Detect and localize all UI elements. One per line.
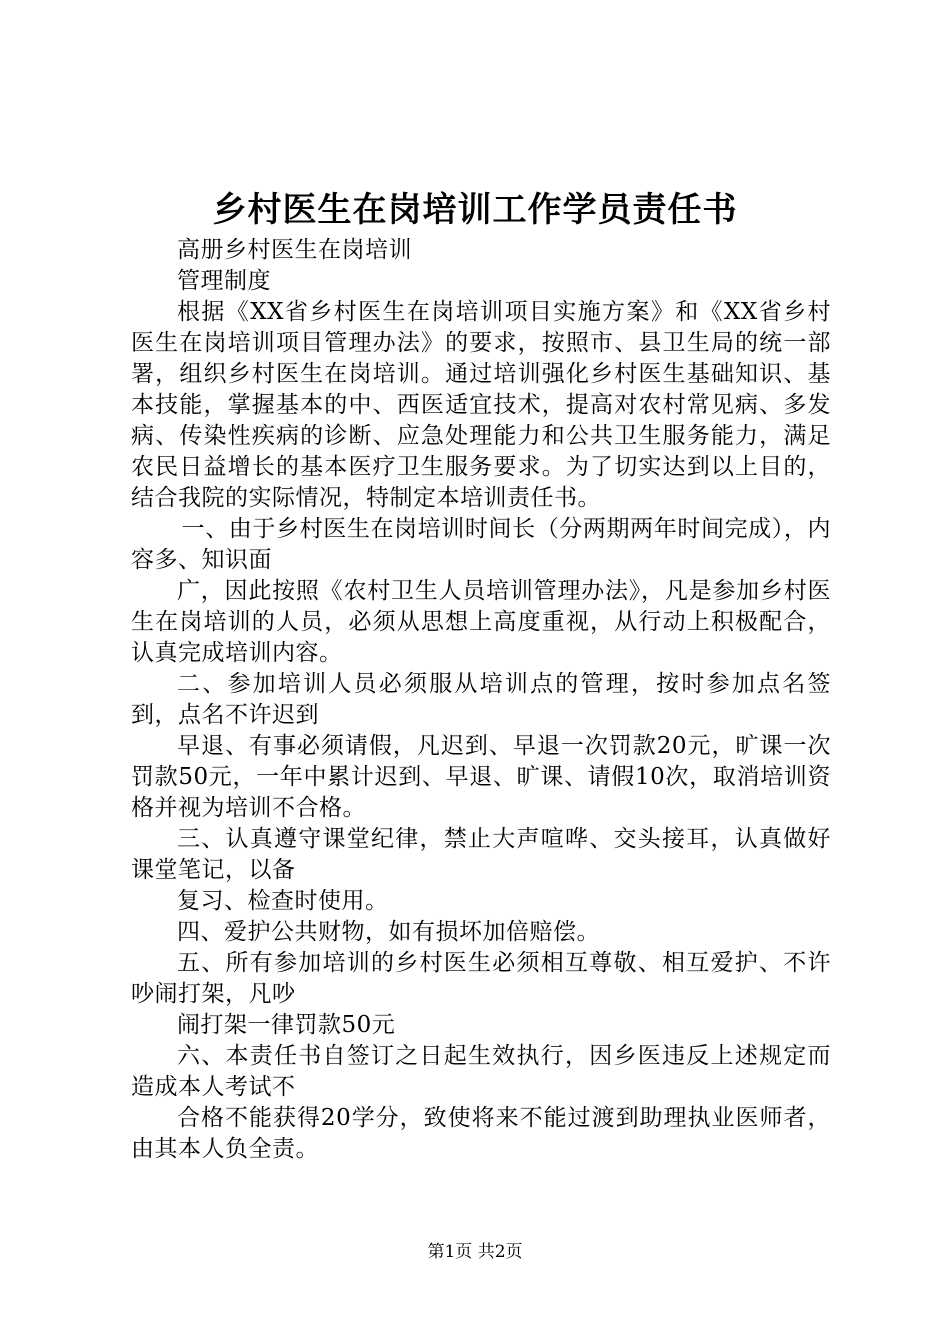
paragraph-item-1: 一、由于乡村医生在岗培训时间长（分两期两年时间完成），内容多、知识面 — [131, 516, 831, 573]
paragraph-subtitle-2: 管理制度 — [177, 268, 271, 294]
paragraph-item-1-cont: 广，因此按照《农村卫生人员培训管理办法》，凡是参加乡村医生在岗培训的人员，必须从思想上高度重视，从行动上积极配合，认真完成培训内容。 — [131, 578, 831, 666]
paragraph-item-3-cont: 复习、检查时使用。 — [177, 888, 389, 914]
paragraph-item-3: 三、认真遵守课堂纪律，禁止大声喧哗、交头接耳，认真做好课堂笔记，以备 — [131, 826, 831, 883]
paragraph-item-4: 四、爱护公共财物，如有损坏加倍赔偿。 — [177, 919, 600, 945]
paragraph-item-5: 五、所有参加培训的乡村医生必须相互尊敬、相互爱护、不许吵闹打架，凡吵 — [131, 950, 831, 1007]
page-footer: 第1页 共2页 — [427, 1242, 523, 1262]
paragraph-item-6-cont: 合格不能获得20学分，致使将来不能过渡到助理执业医师者，由其本人负全责。 — [131, 1105, 831, 1162]
document-body — [131, 235, 831, 1165]
paragraph-item-5-cont: 闹打架一律罚款50元 — [177, 1012, 396, 1038]
paragraph-item-2-cont: 早退、有事必须请假，凡迟到、早退一次罚款20元，旷课一次罚款50元，一年中累计迟到、早退、旷课、请假10次，取消培训资格并视为培训不合格。 — [131, 733, 831, 821]
document-title: 乡村医生在岗培训工作学员责任书 — [212, 190, 738, 230]
paragraph-item-6: 六、本责任书自签订之日起生效执行，因乡医违反上述规定而造成本人考试不 — [131, 1043, 831, 1100]
paragraph-item-2: 二、参加培训人员必须服从培训点的管理，按时参加点名签到，点名不许迟到 — [131, 671, 831, 728]
paragraph-intro: 根据《XX省乡村医生在岗培训项目实施方案》和《XX省乡村医生在岗培训项目管理办法》的要求，按照市、县卫生局的统一部署，组织乡村医生在岗培训。通过培训强化乡村医生基础知识、基本技能，掌握基本的中、西医适宜技术，提高对农村常见病、多发病、传染性疾病的诊断、应急处理能力和公共卫生服务能力，满足农民日益增长的基本医疗卫生服务要求。为了切实达到以上目的，结合我院的实际情况，特制定本培训责任书。 — [131, 299, 831, 511]
paragraph-subtitle-1: 高册乡村医生在岗培训 — [177, 237, 412, 263]
